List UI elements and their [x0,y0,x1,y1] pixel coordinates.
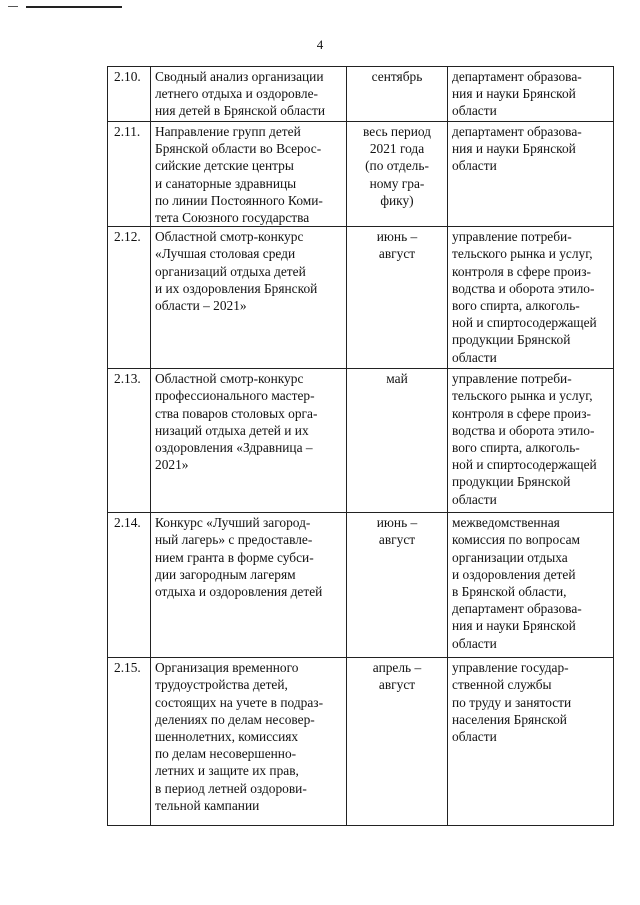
event-description: Конкурс «Лучший загород- ный лагерь» с предоставле- нием гранта в форме субси- дии загородным лагерям отдыха и оздоровления детей [151,513,347,658]
row-number: 2.14. [108,513,151,658]
table-row [108,67,614,122]
event-period: июнь – август [347,513,448,658]
responsible-party: департамент образова- ния и науки Брянской области [448,67,614,122]
row-number: 2.10. [108,67,151,122]
table-row [108,122,614,227]
event-period: апрель – август [347,658,448,826]
responsible-party: управление потреби- тельского рынка и услуг, контроля в сфере произ- водства и оборота этило- вого спирта, алкоголь- ной и спиртосодержащей продукции Брянской области [448,227,614,369]
row-number: 2.15. [108,658,151,826]
table-row [108,658,614,826]
event-description: Областной смотр-конкурс «Лучшая столовая среди организаций отдыха детей и их оздоровления Брянской области – 2021» [151,227,347,369]
responsible-party: управление государ- ственной службы по труду и занятости населения Брянской области [448,658,614,826]
event-description: Направление групп детей Брянской области во Всерос- сийские детские центры и санаторные здравницы по линии Постоянного Коми- тета Союзного государства [151,122,347,227]
row-number: 2.12. [108,227,151,369]
header-rule [26,6,122,8]
event-description: Сводный анализ организации летнего отдыха и оздоровле- ния детей в Брянской области [151,67,347,122]
event-description: Областной смотр-конкурс профессионального мастер- ства поваров столовых орга- низаций отдыха детей и их оздоровления «Здравница – 2021» [151,369,347,513]
page-number: 4 [316,37,324,52]
event-description: Организация временного трудоустройства детей, состоящих на учете в подраз- делениях по делам несовер- шеннолетних, комиссиях по делам несовершенно- летних и защите их прав, в период летней оздорови- тельной кампании [151,658,347,826]
header-rule-short [8,6,18,7]
table-row [108,513,614,658]
event-period: июнь – август [347,227,448,369]
event-period: май [347,369,448,513]
responsible-party: управление потреби- тельского рынка и услуг, контроля в сфере произ- водства и оборота этило- вого спирта, алкоголь- ной и спиртосодержащей продукции Брянской области [448,369,614,513]
row-number: 2.13. [108,369,151,513]
events-table [107,66,614,826]
event-period: сентябрь [347,67,448,122]
table-row [108,227,614,369]
table-row [108,369,614,513]
event-period: весь период 2021 года (по отдель- ному гра- фику) [347,122,448,227]
responsible-party: межведомственная комиссия по вопросам организации отдыха и оздоровления детей в Брянской области, департамент образова- ния и науки Брянской области [448,513,614,658]
responsible-party: департамент образова- ния и науки Брянской области [448,122,614,227]
row-number: 2.11. [108,122,151,227]
